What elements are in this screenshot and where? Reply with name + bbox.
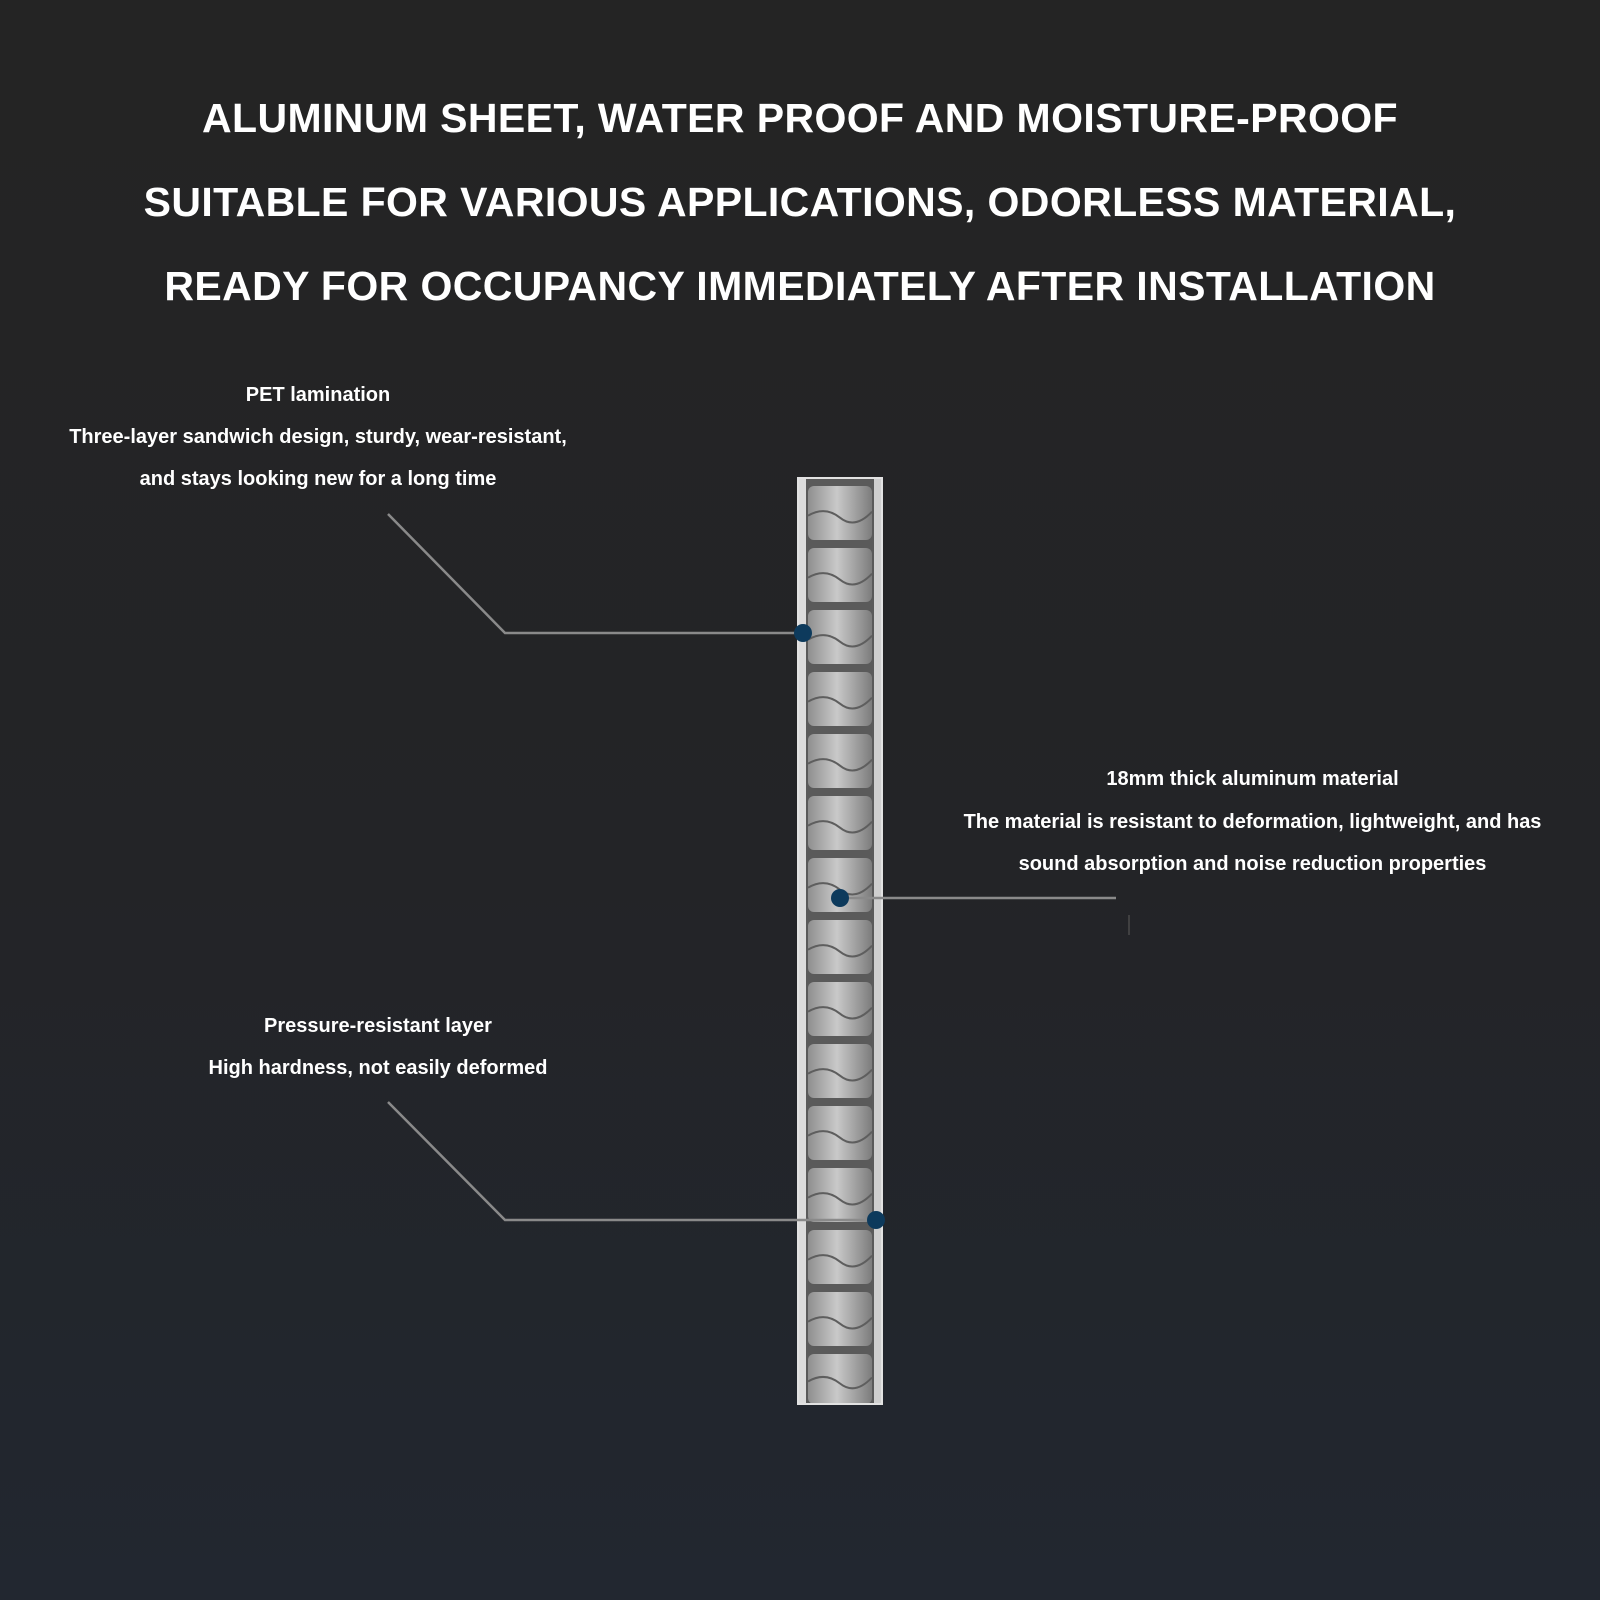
pet-lamination-marker <box>794 624 812 642</box>
honeycomb-cells <box>808 486 872 1404</box>
aluminum-core-desc-line-1: The material is resistant to deformation, lightweight, and has <box>963 811 1542 833</box>
front-face-sheet <box>798 478 806 1404</box>
honeycomb-cell <box>808 982 872 1036</box>
back-face-sheet <box>874 478 882 1404</box>
honeycomb-panel <box>798 478 882 1404</box>
pet-lamination-desc-line-2: and stays looking new for a long time <box>139 468 497 490</box>
honeycomb-cell <box>808 610 872 664</box>
aluminum-core-desc-line-2: sound absorption and noise reduction properties <box>1018 853 1487 875</box>
honeycomb-cell <box>808 734 872 788</box>
honeycomb-cell <box>808 1106 872 1160</box>
pressure-layer-desc-line-1: High hardness, not easily deformed <box>208 1057 548 1079</box>
honeycomb-cell <box>808 486 872 540</box>
pressure-layer-marker <box>867 1211 885 1229</box>
honeycomb-cell <box>808 796 872 850</box>
honeycomb-cell <box>808 1230 872 1284</box>
headline-line-1: ALUMINUM SHEET, WATER PROOF AND MOISTURE-PROOF <box>202 95 1398 141</box>
honeycomb-cell <box>808 1354 872 1404</box>
aluminum-core-marker <box>831 889 849 907</box>
pet-lamination-desc-line-1: Three-layer sandwich design, sturdy, wear-resistant, <box>69 426 567 448</box>
pet-lamination-leader-line <box>388 514 803 633</box>
aluminum-core-title: 18mm thick aluminum material <box>1106 768 1399 790</box>
honeycomb-cell <box>808 1168 872 1222</box>
pet-lamination-title: PET lamination <box>245 384 391 406</box>
honeycomb-cell <box>808 672 872 726</box>
honeycomb-cell <box>808 1292 872 1346</box>
headline-line-3: READY FOR OCCUPANCY IMMEDIATELY AFTER INSTALLATION <box>164 263 1436 309</box>
headline-line-2: SUITABLE FOR VARIOUS APPLICATIONS, ODORLESS MATERIAL, <box>143 179 1457 225</box>
honeycomb-cell <box>808 1044 872 1098</box>
honeycomb-cell <box>808 548 872 602</box>
honeycomb-cell <box>808 920 872 974</box>
pressure-layer-title: Pressure-resistant layer <box>264 1015 492 1037</box>
